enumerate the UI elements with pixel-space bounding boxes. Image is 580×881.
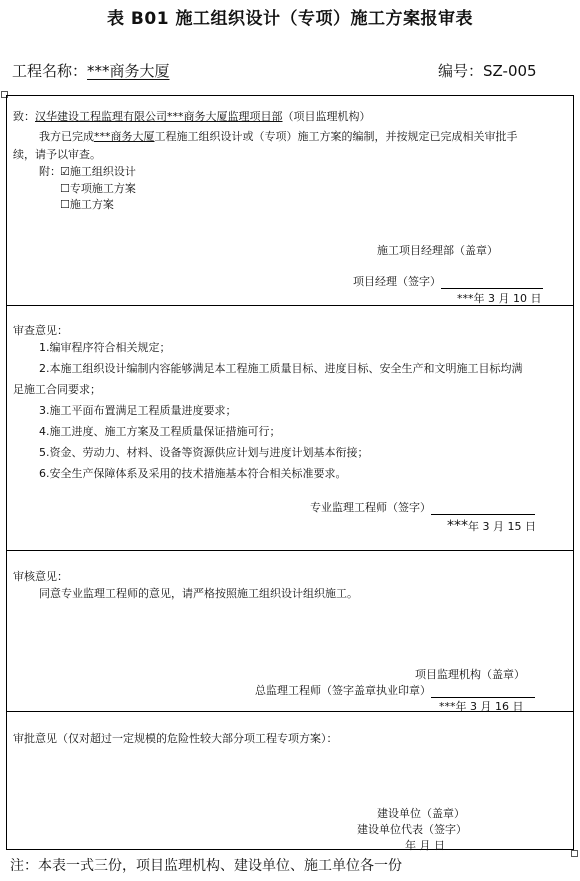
project-manager-signature bbox=[353, 273, 543, 289]
body-project: ***商务大厦 bbox=[94, 130, 155, 143]
table-resize-marker bbox=[571, 850, 578, 857]
project-name-row bbox=[12, 60, 170, 81]
approval-date: 年 月 日 bbox=[405, 839, 445, 852]
review-item: 2.本施工组织设计编制内容能够满足本工程施工质量目标、进度目标、安全生产和文明施工目标均满 bbox=[39, 362, 523, 375]
review-heading: 审查意见： bbox=[13, 324, 68, 337]
form-number-label: 编号： bbox=[438, 62, 484, 80]
submission-date: ***年 3 月 10 日 bbox=[457, 292, 542, 305]
contractor-seal-label: 施工项目经理部（盖章） bbox=[377, 244, 498, 257]
audit-opinion-section bbox=[6, 550, 574, 712]
attachment-construction-design: ☑施工组织设计 bbox=[60, 165, 136, 178]
owner-representative-label: 建设单位代表（签字） bbox=[357, 823, 467, 836]
attachment-special-plan: ☐专项施工方案 bbox=[60, 182, 136, 195]
review-item: 3.施工平面布置满足工程质量进度要求； bbox=[39, 404, 237, 417]
submission-section bbox=[6, 95, 574, 306]
addressee-line bbox=[13, 108, 371, 124]
audit-date: ***年 3 月 16 日 bbox=[439, 700, 524, 713]
form-title: 表 B01 施工组织设计（专项）施工方案报审表 bbox=[107, 9, 473, 29]
review-item: 1.编审程序符合相关规定； bbox=[39, 341, 171, 354]
chief-engineer-label: 总监理工程师（签字盖章执业印章） bbox=[255, 684, 431, 697]
signature-line bbox=[441, 288, 543, 289]
audit-text: 同意专业监理工程师的意见，请严格按照施工组织设计组织施工。 bbox=[39, 587, 358, 600]
review-date-stars: *** bbox=[447, 518, 468, 534]
review-date-rest: 年 3 月 15 日 bbox=[468, 520, 536, 533]
body-post: 工程施工组织设计或（专项）施工方案的编制，并按规定已完成相关审批手 bbox=[154, 130, 518, 143]
body-pre: 我方已完成 bbox=[39, 130, 94, 143]
supervision-seal-label: 项目监理机构（盖章） bbox=[415, 668, 525, 681]
review-item: 4.施工进度、施工方案及工程质量保证措施可行； bbox=[39, 425, 281, 438]
supervisor-label: 专业监理工程师（签字） bbox=[310, 501, 431, 514]
review-item: 6.安全生产保障体系及采用的技术措施基本符合相关标准要求。 bbox=[39, 467, 347, 480]
form-number-value: SZ-005 bbox=[483, 62, 537, 80]
review-item: 5.资金、劳动力、材料、设备等资源供应计划与进度计划基本衔接； bbox=[39, 446, 369, 459]
project-name-label: 工程名称： bbox=[12, 62, 88, 80]
submission-body-line1 bbox=[39, 128, 518, 144]
attachments-label: 附： bbox=[39, 165, 61, 178]
chief-engineer-signature bbox=[255, 682, 535, 698]
owner-seal-label: 建设单位（盖章） bbox=[377, 807, 465, 820]
addressee-org: 汉华建设工程监理有限公司***商务大厦监理项目部 bbox=[35, 110, 283, 123]
review-item: 足施工合同要求； bbox=[13, 383, 101, 396]
approval-heading: 审批意见（仅对超过一定规模的危险性较大部分项工程专项方案）： bbox=[13, 732, 338, 745]
review-date bbox=[447, 515, 536, 534]
addressee-prefix: 致： bbox=[13, 110, 35, 123]
form-number-row bbox=[438, 60, 537, 81]
project-manager-label: 项目经理（签字） bbox=[353, 275, 441, 288]
supervisor-signature bbox=[310, 499, 535, 515]
attachment-construction-plan: ☐施工方案 bbox=[60, 198, 114, 211]
audit-heading: 审核意见： bbox=[13, 570, 68, 583]
addressee-suffix: （项目监理机构） bbox=[282, 110, 371, 123]
approval-opinion-section bbox=[6, 711, 574, 850]
footnote: 注：本表一式三份，项目监理机构、建设单位、施工单位各一份 bbox=[10, 858, 402, 874]
submission-body-line2: 续，请予以审查。 bbox=[13, 148, 101, 161]
review-opinion-section bbox=[6, 305, 574, 551]
project-name-value: ***商务大厦 bbox=[87, 62, 170, 80]
